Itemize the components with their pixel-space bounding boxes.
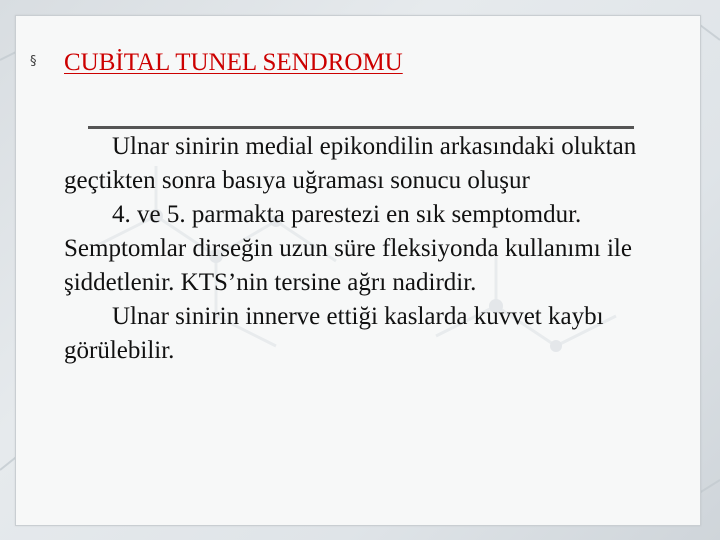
paragraph-2: 4. ve 5. parmakta parestezi en sık semptomdur. Semptomlar dirseğin uzun süre fleksiyonda kullanımı ile şiddetlenir. KTS’nin tersine ağrı nadirdir. [64, 201, 632, 296]
title-divider [88, 126, 634, 129]
paragraph-3: Ulnar sinirin innerve ettiği kaslarda kuvvet kaybı görülebilir. [64, 303, 604, 364]
slide-title: CUBİTAL TUNEL SENDROMU [64, 49, 403, 76]
slide-body [64, 130, 674, 368]
paragraph-1: Ulnar sinirin medial epikondilin arkasındaki oluktan geçtikten sonra basıya uğraması sonucu oluşur [64, 133, 637, 194]
square-bullet-icon: § [30, 54, 37, 69]
